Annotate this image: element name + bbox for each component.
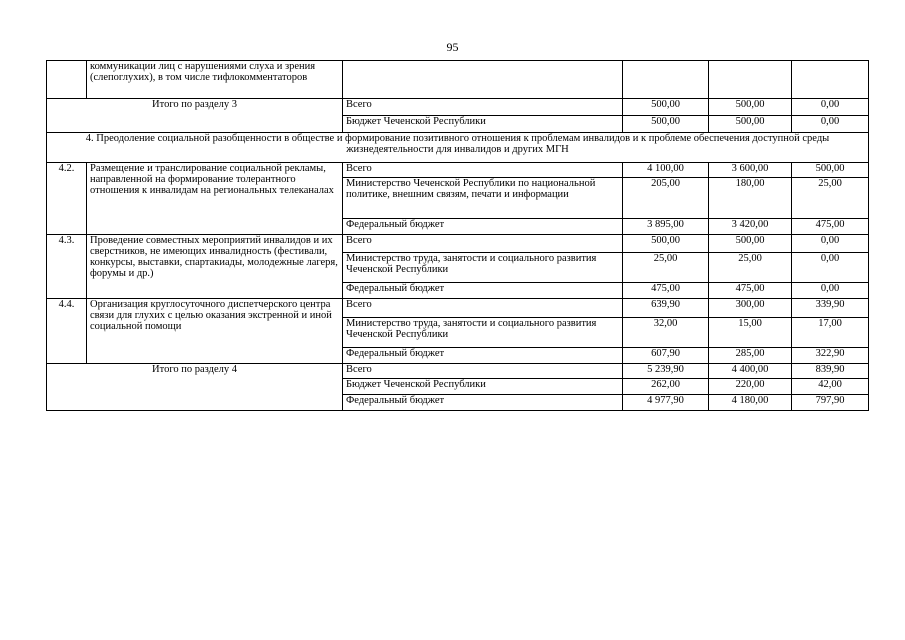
value-cell: 32,00	[623, 318, 709, 348]
value-cell: 4 100,00	[623, 163, 709, 178]
value-cell: 475,00	[623, 283, 709, 299]
description-cell: Размещение и транслирование социальной рекламы, направленной на формирование толерантного отношения к инвалидам на региональных телеканалах	[87, 163, 343, 235]
value-cell: 475,00	[792, 219, 869, 235]
value-cell: 3 420,00	[709, 219, 792, 235]
value-cell: 180,00	[709, 178, 792, 219]
value-cell: 639,90	[623, 299, 709, 318]
table-row	[47, 235, 869, 253]
value-cell: 4 400,00	[709, 364, 792, 379]
value-cell: 25,00	[709, 253, 792, 283]
source-cell: Министерство Чеченской Республики по национальной политике, внешним связям, печати и информации	[343, 178, 623, 219]
total-label: Итого по разделу 4	[47, 364, 343, 411]
item-number: 4.2.	[47, 163, 87, 235]
table-row	[47, 163, 869, 178]
value-cell: 500,00	[623, 235, 709, 253]
value-cell: 17,00	[792, 318, 869, 348]
description-cell: коммуникации лиц с нарушениями слуха и зрения (слепоглухих), в том числе тифлокомментаторов	[87, 61, 343, 99]
value-cell: 0,00	[792, 116, 869, 133]
value-cell: 15,00	[709, 318, 792, 348]
value-cell: 5 239,90	[623, 364, 709, 379]
source-cell: Министерство труда, занятости и социального развития Чеченской Республики	[343, 318, 623, 348]
item-number: 4.3.	[47, 235, 87, 299]
value-cell: 220,00	[709, 379, 792, 395]
value-cell: 262,00	[623, 379, 709, 395]
source-cell: Бюджет Чеченской Республики	[343, 116, 623, 133]
source-cell: Министерство труда, занятости и социального развития Чеченской Республики	[343, 253, 623, 283]
value-cell: 0,00	[792, 283, 869, 299]
section-title: 4. Преодоление социальной разобщенности в обществе и формирование позитивного отношения к проблемам инвалидов и к проблеме обеспечения доступной среды жизнедеятельности для инвалидов и других МГН	[47, 133, 869, 163]
value-cell: 322,90	[792, 348, 869, 364]
value-cell: 3 895,00	[623, 219, 709, 235]
value-cell: 500,00	[709, 116, 792, 133]
value-cell: 3 600,00	[709, 163, 792, 178]
value-cell: 0,00	[792, 99, 869, 116]
value-cell: 25,00	[792, 178, 869, 219]
value-cell: 475,00	[709, 283, 792, 299]
value-cell: 205,00	[623, 178, 709, 219]
value-cell: 4 977,90	[623, 395, 709, 411]
value-cell: 500,00	[623, 99, 709, 116]
value-cell: 797,90	[792, 395, 869, 411]
source-cell: Всего	[343, 99, 623, 116]
value-cell: 339,90	[792, 299, 869, 318]
value-cell: 500,00	[792, 163, 869, 178]
value-cell: 500,00	[623, 116, 709, 133]
value-cell	[623, 61, 709, 99]
value-cell: 4 180,00	[709, 395, 792, 411]
value-cell	[792, 61, 869, 99]
source-cell: Всего	[343, 163, 623, 178]
table-row	[47, 61, 869, 99]
value-cell: 500,00	[709, 99, 792, 116]
value-cell: 285,00	[709, 348, 792, 364]
page-number: 95	[446, 40, 459, 54]
value-cell: 500,00	[709, 235, 792, 253]
source-cell: Бюджет Чеченской Республики	[343, 379, 623, 395]
item-number: 4.4.	[47, 299, 87, 364]
source-cell	[343, 61, 623, 99]
table-row	[47, 133, 869, 163]
description-cell: Организация круглосуточного диспетчерского центра связи для глухих с целью оказания экстренной и иной социальной помощи	[87, 299, 343, 364]
table-row	[47, 99, 869, 116]
source-cell: Всего	[343, 235, 623, 253]
source-cell: Федеральный бюджет	[343, 348, 623, 364]
value-cell	[709, 61, 792, 99]
value-cell: 607,90	[623, 348, 709, 364]
value-cell: 42,00	[792, 379, 869, 395]
source-cell: Федеральный бюджет	[343, 219, 623, 235]
source-cell: Всего	[343, 299, 623, 318]
source-cell: Федеральный бюджет	[343, 395, 623, 411]
budget-table	[46, 60, 869, 411]
value-cell: 0,00	[792, 253, 869, 283]
source-cell: Федеральный бюджет	[343, 283, 623, 299]
value-cell: 839,90	[792, 364, 869, 379]
value-cell: 25,00	[623, 253, 709, 283]
value-cell: 0,00	[792, 235, 869, 253]
total-label: Итого по разделу 3	[47, 99, 343, 133]
table-row	[47, 364, 869, 379]
table-row	[47, 299, 869, 318]
num-cell	[47, 61, 87, 99]
source-cell: Всего	[343, 364, 623, 379]
value-cell: 300,00	[709, 299, 792, 318]
description-cell: Проведение совместных мероприятий инвалидов и их сверстников, не имеющих инвалидность (фестивали, конкурсы, выставки, спартакиады, молодежные лагеря, форумы и др.)	[87, 235, 343, 299]
